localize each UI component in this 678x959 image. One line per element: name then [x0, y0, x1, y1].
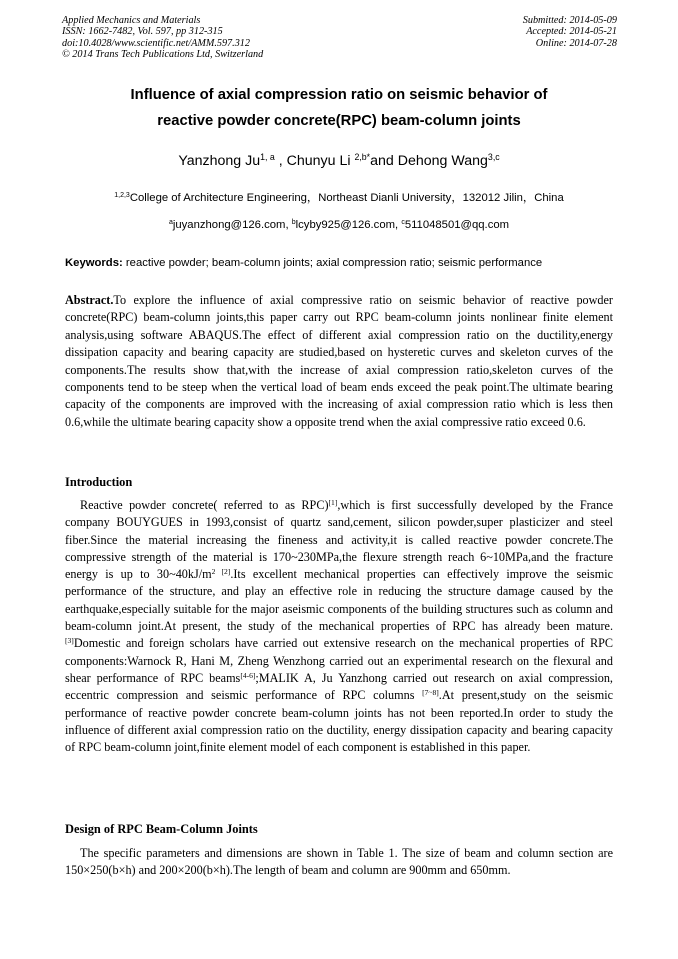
intro-text-5: ;MALIK A, Ju Yanzhong carried out research on axial compression, eccentric compression and seismic performance of RPC columns [65, 670, 613, 703]
citation-3: [3] [65, 636, 74, 646]
paper-title [60, 82, 618, 134]
citation-5: [7~8] [422, 688, 439, 698]
email-a-marker: a [168, 219, 173, 227]
intro-text-4: Domestic and foreign scholars have carried out extensive research on the mechanical properties of RPC components:Warnock R, Hani M, Zheng Wenzhong carried out an experimental research on the flexural and shear performance of RPC beams [65, 636, 613, 685]
keywords-label: Keywords: [65, 257, 123, 269]
introduction-heading: Introduction [65, 475, 133, 489]
submission-dates [523, 15, 617, 49]
email-c-marker: c [401, 219, 405, 227]
abstract-text: To explore the influence of axial compressive ratio on seismic behavior of reactive powder concrete(RPC) beam-column joints,this paper carry out RPC beam-column joints nonlinear finite element analysis,using software ABAQUS.The effect of different axial compression ratio on the ductility,energy dissipation capacity and bearing capacity are studied,based on hysteretic curves and skeleton curves of the components.The results show that,with the increase of axial compression ratio,skeleton curves of the components tend to be steep when the vertical load of beam ends exceed the peak point.The ultimate bearing capacity of the components are improved with the increasing of axial compression ratio which is less then 0.6,while the ultimate bearing capacity show a opposite trend when the axial compressive ratio exceed 0.6. [65, 293, 613, 429]
introduction-paragraph [65, 497, 613, 756]
author-2-affil: 2,b* [354, 152, 371, 163]
author-separator-2: and [370, 153, 398, 169]
author-list [60, 152, 618, 170]
keywords-text: reactive powder; beam-column joints; axial compression ratio; seismic performance [122, 257, 543, 269]
intro-text-1: Reactive powder concrete( referred to as RPC) [80, 498, 329, 512]
abstract-label: Abstract. [65, 293, 114, 307]
email-c: 511048501@qq.com [404, 219, 510, 231]
author-1-affil: 1, a [260, 152, 275, 163]
journal-doi: doi:10.4028/www.scientific.net/AMM.597.312 [62, 37, 250, 49]
abstract [65, 292, 613, 431]
keywords [65, 256, 615, 270]
journal-issn: ISSN: 1662-7482, Vol. 597, pp 312-315 [62, 26, 223, 38]
author-2-name: Chunyu Li [286, 153, 355, 169]
email-b: lcyby925@126.com, [295, 219, 402, 231]
intro-text-2: ,which is first successfully developed by the France company BOUYGUES in 1993,consist of quartz sand,cement, silicon powder,super plasticizer and steel fiber.Since the material increasing the fineness and activity,it is called reactive powder concrete.The compressive strength of the material is 170~230MPa,the flexure strength reach 6~10MPa,and the fracture energy is up to 30~40kJ/m [65, 498, 614, 582]
intro-text-6: .At present,study on the seismic performance of reactive powder concrete beam-column joints has not been reported.In order to study the influence of different axial compression ratio on the ductility, energy dissipation capacity and bearing capacity of RPC beam-column joint,finite element model of each component is established in this paper. [65, 688, 613, 755]
accepted-date: Accepted: 2014-05-21 [526, 26, 617, 38]
author-3-name: Dehong Wang [397, 153, 488, 169]
title-line-1: Influence of axial compression ratio on seismic behavior of [130, 87, 548, 103]
journal-info [62, 15, 263, 61]
author-1-name: Yanzhong Ju [178, 153, 261, 169]
email-a: juyanzhong@126.com, [172, 219, 292, 231]
citation-4: [4-6] [240, 670, 256, 680]
citation-2: 2 [2] [211, 567, 231, 577]
submitted-date: Submitted: 2014-05-09 [522, 15, 617, 26]
journal-copyright: © 2014 Trans Tech Publications Ltd, Switzerland [62, 49, 264, 61]
citation-1: [1] [328, 497, 338, 507]
author-3-affil: 3,c [487, 152, 500, 163]
affiliation-text: College of Architecture Engineering，Northeast Dianli University，132012 Jilin，China [129, 192, 564, 204]
email-b-marker: b [291, 219, 296, 227]
journal-name: Applied Mechanics and Materials [62, 15, 201, 26]
design-heading: Design of RPC Beam-Column Joints [65, 822, 258, 836]
online-date: Online: 2014-07-28 [535, 37, 617, 49]
affiliation-marker: 1,2,3 [114, 192, 130, 200]
author-emails [40, 218, 638, 232]
intro-text-3: .Its excellent mechanical properties can effectively improve the seismic performance of the structure, and play an effective role in reducing the structure damage caused by the earthquake,especially suitable for the major aseismic components of the building structures such as column and beam-column joint.At present, the study of the mechanical properties of RPC has already been mature. [65, 567, 614, 634]
affiliation [40, 191, 638, 205]
author-separator-1: , [274, 153, 287, 169]
title-line-2: reactive powder concrete(RPC) beam-column joints [157, 113, 521, 129]
design-paragraph: The specific parameters and dimensions are shown in Table 1. The size of beam and column section are 150×250(b×h) and 200×200(b×h).The length of beam and column are 900mm and 650mm. [65, 846, 613, 878]
